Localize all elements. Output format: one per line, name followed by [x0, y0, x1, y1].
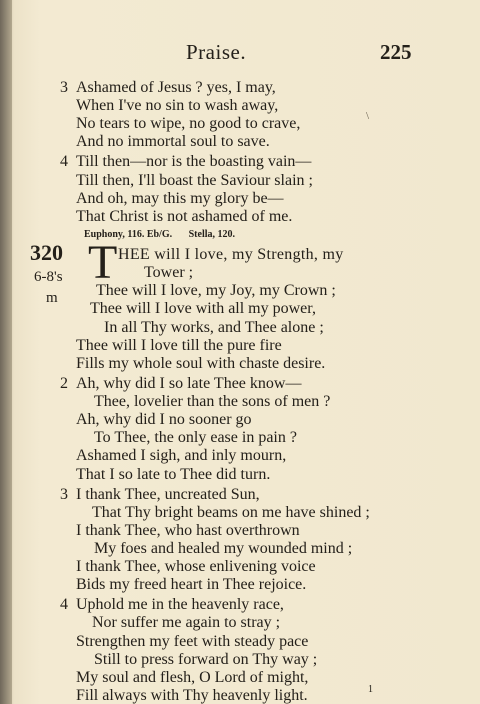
tune-name-primary: Euphony, 116. Eb/G.: [84, 228, 173, 240]
verse-line: That Thy bright beams on me have shined ;: [92, 503, 370, 521]
verse-line: Ah, why did I no sooner go: [76, 411, 252, 429]
verse-line: That I so late to Thee did turn.: [76, 465, 271, 483]
margin-mark: \: [366, 110, 370, 122]
verse-number: 2: [60, 374, 68, 392]
verse-line: Ah, why did I so late Thee know—: [76, 374, 302, 392]
verse-line: Thee will I love with all my power,: [90, 300, 316, 318]
drop-cap: T: [88, 236, 118, 290]
verse-line: Till then—nor is the boasting vain—: [76, 153, 312, 171]
verse-line: My foes and healed my wounded mind ;: [94, 540, 353, 557]
tune-name-alternate: Stella, 120.: [188, 228, 235, 240]
verse-line: Tower ;: [144, 264, 194, 282]
page-number: 225: [380, 40, 412, 64]
verse-line: My soul and flesh, O Lord of might,: [76, 668, 309, 686]
verse-number: 3: [60, 79, 68, 96]
hymn-number: 320: [30, 239, 63, 265]
verse-line: I thank Thee, uncreated Sun,: [76, 485, 260, 503]
verse-line: I thank Thee, whose enlivening voice: [76, 558, 316, 576]
verse-line: When I've no sin to wash away,: [76, 97, 279, 115]
verse-line: HEE will I love, my Strength, my: [118, 246, 344, 263]
verse-line: Ashamed of Jesus ? yes, I may,: [76, 79, 276, 96]
verse-line: To Thee, the only ease in pain ?: [94, 429, 297, 447]
verse-line: Fill always with Thy heavenly light.: [76, 687, 308, 704]
footnote-mark: 1: [368, 684, 373, 695]
verse-number: 3: [60, 485, 68, 503]
verse-line: And no immortal soul to save.: [76, 133, 270, 151]
verse-line: I thank Thee, who hast overthrown: [76, 521, 300, 539]
page-title: Praise.: [186, 40, 247, 64]
verse-line: Nor suffer me again to stray ;: [92, 614, 281, 632]
meter-code: m: [46, 290, 58, 307]
verse-number: 4: [60, 596, 68, 614]
verse-line: Thee will I love till the pure fire: [76, 336, 282, 354]
verse-number: 4: [60, 153, 68, 171]
book-spine: [0, 0, 12, 704]
verse-line: Ashamed I sigh, and inly mourn,: [76, 447, 287, 465]
verse-line: And oh, may this my glory be—: [76, 189, 284, 207]
verse-line: Uphold me in the heavenly race,: [76, 596, 284, 614]
verse-line: That Christ is not ashamed of me.: [76, 207, 293, 225]
verse-line: Fills my whole soul with chaste desire.: [76, 354, 326, 372]
verse-line: Strengthen my feet with steady pace: [76, 632, 309, 650]
verse-line: Till then, I'll boast the Saviour slain ;: [76, 171, 313, 189]
verse-line: In all Thy works, and Thee alone ;: [104, 318, 324, 336]
verse-line: Thee will I love, my Joy, my Crown ;: [96, 282, 336, 300]
verse-line: No tears to wipe, no good to crave,: [76, 115, 301, 133]
verse-line: Thee, lovelier than the sons of men ?: [94, 393, 331, 410]
hymn-meter: 6-8's: [34, 268, 63, 285]
verse-line: Bids my freed heart in Thee rejoice.: [76, 576, 307, 594]
verse-line: Still to press forward on Thy way ;: [94, 650, 318, 668]
